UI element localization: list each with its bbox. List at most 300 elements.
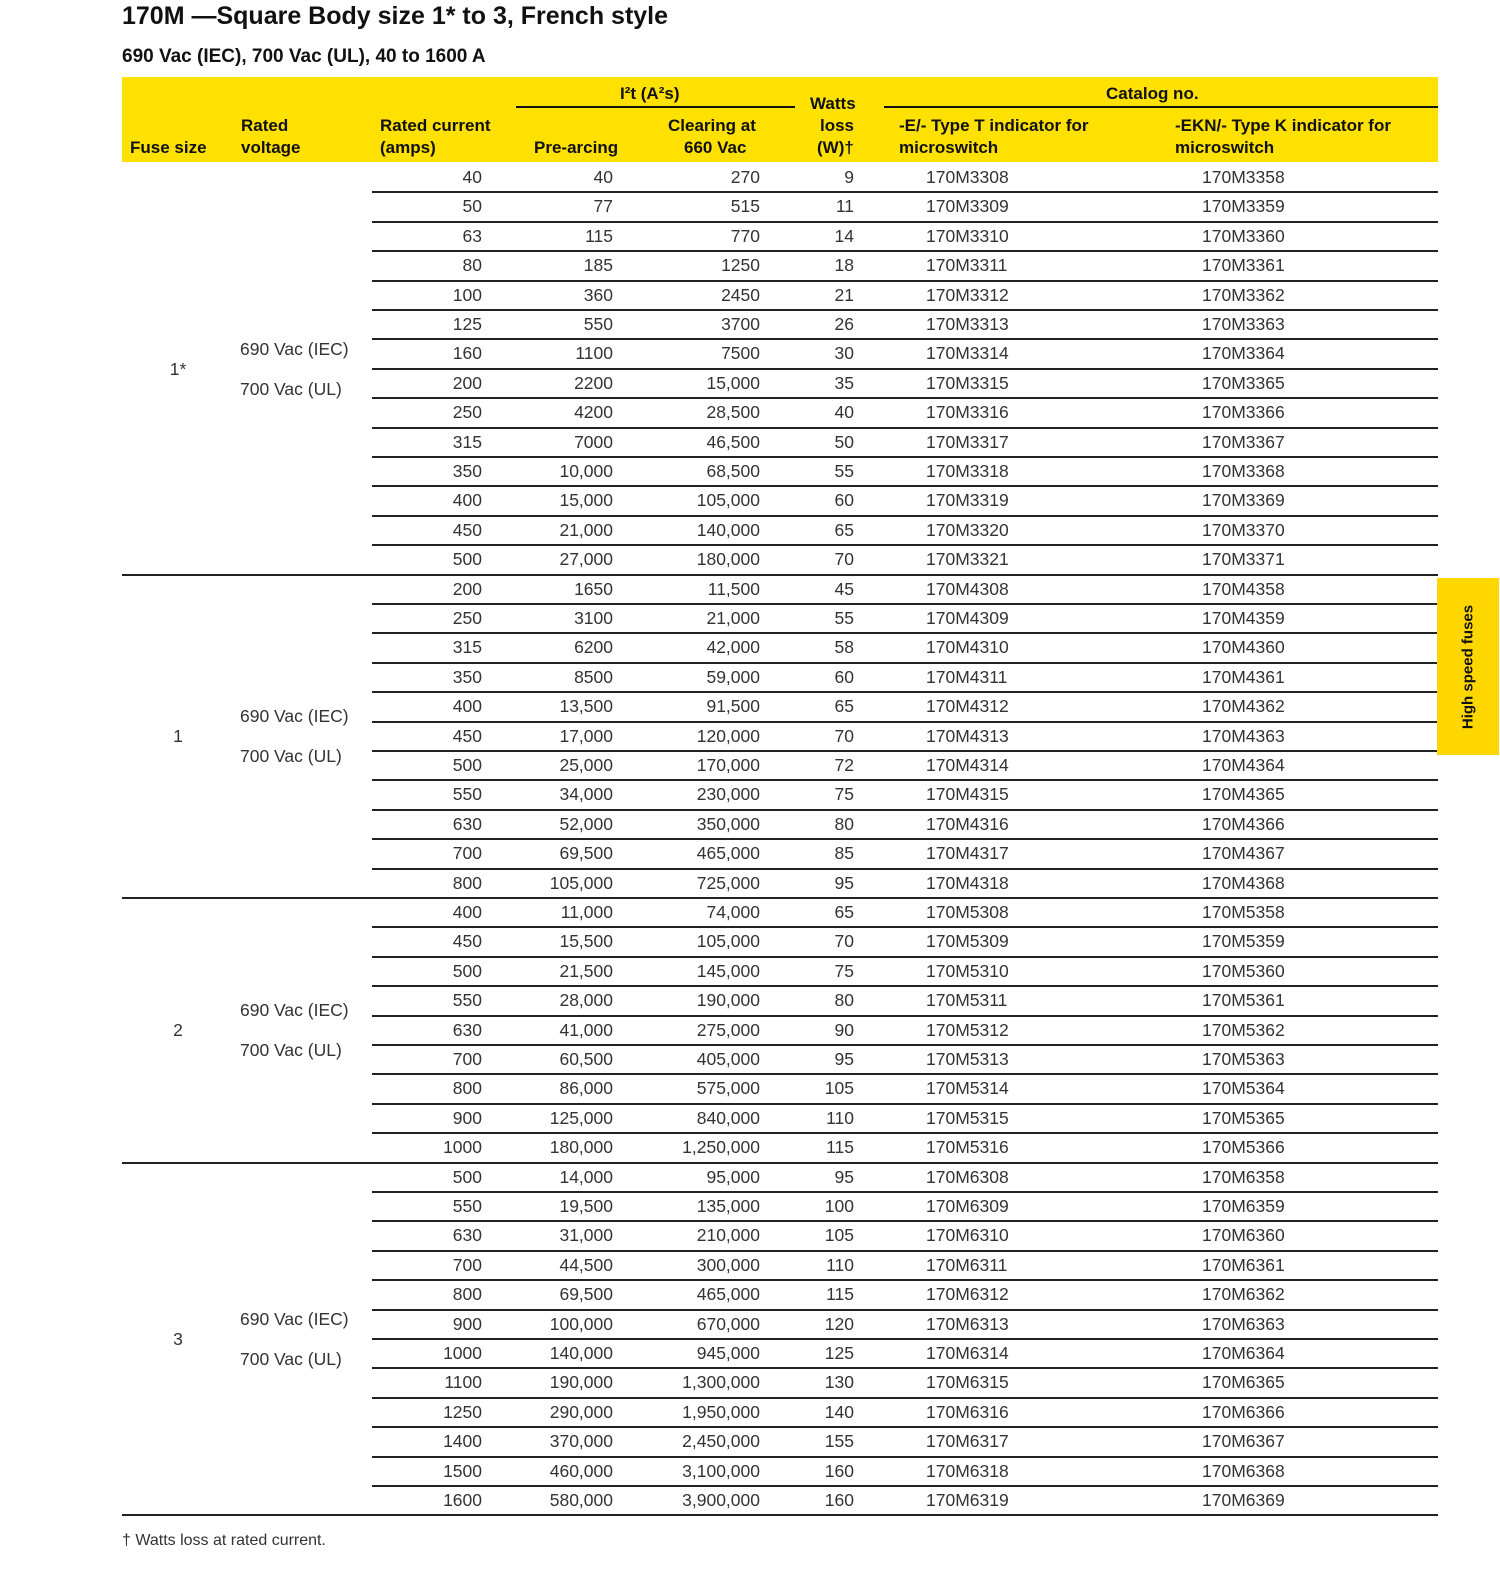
rated-voltage-ul: 700 Vac (UL) <box>240 1349 342 1369</box>
table-row <box>372 1427 1438 1456</box>
cell-pre-arcing: 41,000 <box>559 1019 613 1040</box>
table-row <box>372 457 1438 486</box>
fuse-size-label: 3 <box>173 1329 183 1349</box>
cell-watts-loss: 26 <box>834 314 854 334</box>
table-row <box>372 633 1438 662</box>
table-row <box>372 310 1438 339</box>
cell-catalog-type-k: 170M4368 <box>1202 872 1285 893</box>
cell-catalog-type-t: 170M4311 <box>926 666 1008 687</box>
cell-catalog-type-t: 170M5312 <box>926 1019 1009 1040</box>
cell-watts-loss: 80 <box>834 813 854 834</box>
cell-rated-current: 40 <box>462 167 482 187</box>
cell-catalog-type-t: 170M4317 <box>926 843 1009 864</box>
cell-rated-current: 450 <box>452 725 482 746</box>
cell-catalog-type-t: 170M4314 <box>926 755 1009 775</box>
cell-watts-loss: 60 <box>834 666 854 687</box>
section-tab-label: High speed fuses <box>1459 604 1477 729</box>
cell-clearing: 91,500 <box>706 696 760 717</box>
cell-catalog-type-t: 170M5309 <box>926 931 1009 952</box>
cell-clearing: 11,500 <box>707 578 760 599</box>
cell-catalog-type-k: 170M3364 <box>1202 343 1285 364</box>
header-type-k-2: microswitch <box>1175 138 1275 157</box>
cell-catalog-type-k: 170M5366 <box>1202 1137 1285 1158</box>
cell-catalog-type-t: 170M3312 <box>926 284 1009 305</box>
table-row <box>372 1045 1438 1074</box>
cell-rated-current: 500 <box>452 755 482 775</box>
table-row <box>372 1163 1438 1192</box>
rated-voltage-iec: 690 Vac (IEC) <box>240 1000 349 1021</box>
cell-rated-current: 550 <box>452 784 482 805</box>
cell-pre-arcing: 31,000 <box>559 1225 613 1246</box>
cell-pre-arcing: 4200 <box>574 402 613 423</box>
cell-catalog-type-t: 170M5314 <box>926 1078 1009 1099</box>
cell-watts-loss: 60 <box>834 490 854 511</box>
cell-rated-current: 350 <box>452 461 482 481</box>
cell-pre-arcing: 3100 <box>574 608 613 628</box>
cell-catalog-type-k: 170M6362 <box>1202 1284 1285 1305</box>
cell-catalog-type-k: 170M4363 <box>1202 725 1285 746</box>
cell-pre-arcing: 7000 <box>574 431 613 452</box>
rated-voltage-iec: 690 Vac (IEC) <box>240 706 349 727</box>
table-row <box>372 1368 1438 1397</box>
cell-catalog-type-t: 170M3314 <box>926 343 1009 364</box>
cell-catalog-type-k: 170M3368 <box>1202 461 1285 481</box>
cell-pre-arcing: 21,000 <box>559 519 613 540</box>
cell-watts-loss: 65 <box>834 902 854 922</box>
cell-watts-loss: 21 <box>834 284 854 305</box>
cell-rated-current: 125 <box>452 314 482 334</box>
cell-catalog-type-k: 170M4365 <box>1202 784 1285 805</box>
cell-clearing: 95,000 <box>706 1166 760 1187</box>
cell-catalog-type-k: 170M4364 <box>1202 755 1285 775</box>
cell-clearing: 770 <box>730 225 760 246</box>
cell-watts-loss: 50 <box>834 431 854 452</box>
cell-watts-loss: 65 <box>834 696 854 717</box>
cell-pre-arcing: 140,000 <box>549 1343 613 1363</box>
cell-clearing: 1,300,000 <box>682 1372 760 1393</box>
cell-rated-current: 630 <box>452 1225 482 1246</box>
cell-catalog-type-t: 170M5313 <box>926 1049 1009 1069</box>
cell-rated-current: 500 <box>452 549 482 570</box>
cell-clearing: 3,100,000 <box>682 1460 760 1481</box>
cell-catalog-type-k: 170M4360 <box>1202 637 1285 658</box>
cell-clearing: 15,000 <box>706 372 760 393</box>
cell-watts-loss: 105 <box>824 1225 854 1246</box>
cell-catalog-type-k: 170M6361 <box>1202 1254 1285 1275</box>
cell-catalog-type-t: 170M5308 <box>926 902 1009 922</box>
cell-catalog-type-t: 170M4310 <box>926 637 1009 658</box>
cell-pre-arcing: 10,000 <box>559 461 613 481</box>
cell-catalog-type-t: 170M3315 <box>926 372 1009 393</box>
header-catalog: Catalog no. <box>1106 84 1199 103</box>
cell-pre-arcing: 86,000 <box>559 1078 613 1099</box>
cell-watts-loss: 140 <box>824 1401 854 1422</box>
cell-clearing: 105,000 <box>696 490 760 511</box>
header-rated-current-1: Rated current <box>380 116 491 135</box>
cell-clearing: 1250 <box>721 255 760 276</box>
table-row <box>372 898 1438 927</box>
cell-clearing: 68,500 <box>706 461 760 481</box>
header-fuse-size: Fuse size <box>130 138 207 157</box>
cell-rated-current: 200 <box>452 372 482 393</box>
cell-pre-arcing: 1100 <box>575 343 613 364</box>
cell-catalog-type-t: 170M6315 <box>926 1372 1009 1393</box>
cell-pre-arcing: 28,000 <box>559 990 613 1011</box>
cell-watts-loss: 100 <box>824 1196 854 1216</box>
cell-clearing: 105,000 <box>696 931 760 952</box>
cell-catalog-type-k: 170M6360 <box>1202 1225 1285 1246</box>
cell-pre-arcing: 125,000 <box>549 1107 613 1128</box>
cell-watts-loss: 90 <box>834 1019 854 1040</box>
cell-watts-loss: 80 <box>834 990 854 1011</box>
cell-clearing: 120,000 <box>696 725 760 746</box>
cell-catalog-type-k: 170M4358 <box>1202 578 1285 599</box>
cell-clearing: 145,000 <box>696 960 760 981</box>
cell-clearing: 945,000 <box>696 1343 760 1363</box>
table-row <box>372 163 1438 192</box>
header-pre-arcing: Pre-arcing <box>534 138 619 157</box>
cell-catalog-type-t: 170M6309 <box>926 1196 1009 1216</box>
cell-catalog-type-k: 170M5362 <box>1202 1019 1285 1040</box>
rated-voltage-iec: 690 Vac (IEC) <box>240 1309 349 1329</box>
cell-pre-arcing: 370,000 <box>549 1431 613 1452</box>
cell-watts-loss: 55 <box>834 461 854 481</box>
cell-pre-arcing: 8500 <box>574 666 613 687</box>
table-row <box>372 575 1438 604</box>
header-watts-2: loss <box>820 116 855 135</box>
table-row <box>372 722 1438 751</box>
table-row <box>372 957 1438 986</box>
cell-clearing: 1,950,000 <box>682 1401 760 1422</box>
cell-clearing: 725,000 <box>696 872 760 893</box>
cell-rated-current: 50 <box>462 196 482 217</box>
cell-rated-current: 800 <box>452 872 482 893</box>
cell-watts-loss: 30 <box>834 343 854 364</box>
cell-clearing: 575,000 <box>696 1078 760 1099</box>
cell-clearing: 270 <box>730 167 760 187</box>
cell-watts-loss: 70 <box>834 549 854 570</box>
cell-rated-current: 100 <box>452 284 482 305</box>
cell-watts-loss: 40 <box>834 402 854 423</box>
cell-clearing: 3,900,000 <box>682 1490 760 1510</box>
table-row <box>372 251 1438 280</box>
fuse-size-label: 1 <box>173 726 183 747</box>
header-clearing-2: 660 Vac <box>684 138 747 157</box>
group-divider <box>122 1514 1438 1516</box>
cell-pre-arcing: 1650 <box>574 578 613 599</box>
cell-watts-loss: 95 <box>834 1049 854 1069</box>
table-row <box>372 1016 1438 1045</box>
cell-watts-loss: 115 <box>826 1137 854 1158</box>
cell-catalog-type-t: 170M6308 <box>926 1166 1009 1187</box>
cell-rated-current: 160 <box>452 343 482 364</box>
table-row <box>372 1251 1438 1280</box>
cell-rated-current: 315 <box>452 637 482 658</box>
cell-catalog-type-t: 170M6318 <box>926 1460 1009 1481</box>
cell-watts-loss: 155 <box>824 1431 854 1452</box>
table-row <box>372 486 1438 515</box>
cell-pre-arcing: 550 <box>583 314 613 334</box>
table-row <box>372 1280 1438 1309</box>
cell-pre-arcing: 60,500 <box>559 1049 613 1069</box>
cell-catalog-type-k: 170M5363 <box>1202 1049 1285 1069</box>
cell-clearing: 21,000 <box>706 608 760 628</box>
cell-watts-loss: 9 <box>844 167 854 187</box>
cell-pre-arcing: 40 <box>593 167 613 187</box>
cell-watts-loss: 110 <box>826 1107 854 1128</box>
cell-rated-current: 400 <box>452 902 482 922</box>
cell-pre-arcing: 580,000 <box>549 1490 613 1510</box>
cell-watts-loss: 160 <box>824 1460 854 1481</box>
cell-rated-current: 1400 <box>443 1431 482 1452</box>
cell-clearing: 350,000 <box>696 813 760 834</box>
cell-catalog-type-t: 170M3319 <box>926 490 1009 511</box>
cell-watts-loss: 55 <box>834 608 854 628</box>
cell-clearing: 2450 <box>721 284 760 305</box>
cell-catalog-type-t: 170M6317 <box>926 1431 1009 1452</box>
cell-catalog-type-t: 170M4318 <box>926 872 1009 893</box>
cell-clearing: 840,000 <box>696 1107 760 1128</box>
cell-watts-loss: 65 <box>834 519 854 540</box>
fuse-size-label: 2 <box>173 1020 183 1041</box>
cell-catalog-type-k: 170M4362 <box>1202 696 1285 717</box>
cell-clearing: 230,000 <box>696 784 760 805</box>
header-clearing-1: Clearing at <box>668 116 756 135</box>
table-row <box>372 222 1438 251</box>
cell-watts-loss: 125 <box>824 1343 854 1363</box>
cell-clearing: 300,000 <box>696 1254 760 1275</box>
cell-catalog-type-k: 170M3371 <box>1202 549 1285 570</box>
cell-catalog-type-t: 170M5310 <box>926 960 1009 981</box>
cell-rated-current: 315 <box>452 431 482 452</box>
cell-catalog-type-t: 170M4316 <box>926 813 1009 834</box>
cell-catalog-type-k: 170M5365 <box>1202 1107 1285 1128</box>
cell-watts-loss: 85 <box>834 843 854 864</box>
table-row <box>372 398 1438 427</box>
cell-watts-loss: 105 <box>824 1078 854 1099</box>
footnote: † Watts loss at rated current. <box>122 1532 326 1549</box>
cell-clearing: 74,000 <box>706 902 760 922</box>
table-row <box>372 1104 1438 1133</box>
cell-catalog-type-t: 170M3320 <box>926 519 1009 540</box>
cell-pre-arcing: 34,000 <box>559 784 613 805</box>
table-row <box>372 428 1438 457</box>
cell-pre-arcing: 2200 <box>574 372 613 393</box>
rated-voltage-ul: 700 Vac (UL) <box>240 378 342 399</box>
cell-clearing: 135,000 <box>696 1196 760 1216</box>
cell-rated-current: 800 <box>452 1078 482 1099</box>
table-row <box>372 1486 1438 1515</box>
cell-pre-arcing: 460,000 <box>549 1460 613 1481</box>
cell-watts-loss: 95 <box>834 1166 854 1187</box>
cell-pre-arcing: 21,500 <box>559 960 613 981</box>
cell-rated-current: 1100 <box>444 1372 482 1393</box>
cell-catalog-type-t: 170M4308 <box>926 578 1009 599</box>
cell-pre-arcing: 105,000 <box>549 872 613 893</box>
cell-catalog-type-t: 170M4315 <box>926 784 1009 805</box>
cell-clearing: 670,000 <box>696 1313 760 1334</box>
cell-pre-arcing: 13,500 <box>559 696 613 717</box>
cell-pre-arcing: 15,000 <box>559 490 613 511</box>
section-tab <box>1437 578 1499 755</box>
cell-clearing: 465,000 <box>696 1284 760 1305</box>
cell-rated-current: 450 <box>452 931 482 952</box>
cell-catalog-type-k: 170M3362 <box>1202 284 1285 305</box>
cell-clearing: 59,000 <box>706 666 760 687</box>
fuse-size-label: 1* <box>169 358 187 379</box>
cell-rated-current: 1600 <box>443 1490 482 1510</box>
cell-rated-current: 700 <box>452 1254 482 1275</box>
table-row <box>372 986 1438 1015</box>
cell-catalog-type-k: 170M4359 <box>1202 608 1285 628</box>
header-rated-voltage-2: voltage <box>241 138 301 157</box>
header-watts-3: (W)† <box>817 138 854 157</box>
cell-rated-current: 1000 <box>443 1343 482 1363</box>
cell-rated-current: 80 <box>462 255 482 276</box>
table-row <box>372 1310 1438 1339</box>
header-watts-1: Watts <box>810 94 856 113</box>
cell-pre-arcing: 14,000 <box>559 1166 613 1187</box>
cell-catalog-type-k: 170M6366 <box>1202 1401 1285 1422</box>
cell-catalog-type-t: 170M5311 <box>926 990 1008 1011</box>
cell-rated-current: 800 <box>452 1284 482 1305</box>
cell-catalog-type-t: 170M3321 <box>926 549 1009 570</box>
cell-rated-current: 250 <box>452 608 482 628</box>
table-row <box>372 927 1438 956</box>
cell-catalog-type-k: 170M3367 <box>1202 431 1285 452</box>
cell-watts-loss: 70 <box>834 725 854 746</box>
cell-pre-arcing: 69,500 <box>559 843 613 864</box>
cell-catalog-type-k: 170M6365 <box>1202 1372 1285 1393</box>
table-row <box>372 281 1438 310</box>
cell-catalog-type-k: 170M3358 <box>1202 167 1285 187</box>
cell-catalog-type-t: 170M3318 <box>926 461 1009 481</box>
cell-rated-current: 500 <box>452 960 482 981</box>
cell-catalog-type-k: 170M3370 <box>1202 519 1285 540</box>
cell-catalog-type-t: 170M6310 <box>926 1225 1009 1246</box>
cell-rated-current: 450 <box>452 519 482 540</box>
cell-catalog-type-k: 170M5359 <box>1202 931 1285 952</box>
cell-clearing: 515 <box>730 196 760 217</box>
cell-watts-loss: 70 <box>834 931 854 952</box>
cell-watts-loss: 75 <box>834 960 854 981</box>
table-row <box>372 604 1438 633</box>
cell-catalog-type-k: 170M5358 <box>1202 902 1285 922</box>
cell-watts-loss: 18 <box>834 255 854 276</box>
cell-catalog-type-k: 170M3359 <box>1202 196 1285 217</box>
table-row <box>372 1133 1438 1162</box>
cell-catalog-type-k: 170M5364 <box>1202 1078 1285 1099</box>
cell-catalog-type-k: 170M4361 <box>1202 666 1285 687</box>
cell-watts-loss: 160 <box>824 1490 854 1510</box>
cell-catalog-type-t: 170M3311 <box>926 255 1008 276</box>
table-row <box>372 839 1438 868</box>
cell-clearing: 28,500 <box>706 402 760 423</box>
cell-catalog-type-t: 170M3317 <box>926 431 1009 452</box>
cell-catalog-type-k: 170M5360 <box>1202 960 1285 981</box>
cell-clearing: 190,000 <box>696 990 760 1011</box>
cell-rated-current: 500 <box>452 1166 482 1187</box>
cell-catalog-type-k: 170M3369 <box>1202 490 1285 511</box>
cell-pre-arcing: 290,000 <box>549 1401 613 1422</box>
rated-voltage-ul: 700 Vac (UL) <box>240 1040 342 1061</box>
table-row <box>372 692 1438 721</box>
cell-rated-current: 350 <box>452 666 482 687</box>
cell-pre-arcing: 15,500 <box>559 931 613 952</box>
cell-catalog-type-t: 170M4309 <box>926 608 1009 628</box>
cell-clearing: 465,000 <box>696 843 760 864</box>
table-row <box>372 1457 1438 1486</box>
cell-clearing: 180,000 <box>696 549 760 570</box>
cell-rated-current: 63 <box>462 225 482 246</box>
header-type-t-2: microswitch <box>899 138 999 157</box>
cell-rated-current: 550 <box>452 990 482 1011</box>
cell-catalog-type-k: 170M6359 <box>1202 1196 1285 1216</box>
table-row <box>372 339 1438 368</box>
cell-watts-loss: 110 <box>826 1254 854 1275</box>
cell-clearing: 3700 <box>721 314 760 334</box>
cell-rated-current: 630 <box>452 813 482 834</box>
table-row <box>372 516 1438 545</box>
cell-catalog-type-t: 170M3316 <box>926 402 1009 423</box>
cell-catalog-type-k: 170M6368 <box>1202 1460 1285 1481</box>
cell-watts-loss: 120 <box>824 1313 854 1334</box>
cell-pre-arcing: 190,000 <box>549 1372 613 1393</box>
cell-pre-arcing: 19,500 <box>559 1196 613 1216</box>
page-title: 170M —Square Body size 1* to 3, French style <box>122 2 669 30</box>
cell-catalog-type-k: 170M4366 <box>1202 813 1285 834</box>
cell-watts-loss: 35 <box>834 372 854 393</box>
table-row <box>372 192 1438 221</box>
cell-pre-arcing: 25,000 <box>559 755 613 775</box>
table-row <box>372 780 1438 809</box>
header-type-t-1: -E/- Type T indicator for <box>899 116 1089 135</box>
cell-watts-loss: 58 <box>834 637 854 658</box>
table-row <box>372 751 1438 780</box>
cell-catalog-type-k: 170M3363 <box>1202 314 1285 334</box>
cell-catalog-type-t: 170M6316 <box>926 1401 1009 1422</box>
cell-pre-arcing: 6200 <box>574 637 613 658</box>
cell-clearing: 405,000 <box>696 1049 760 1069</box>
cell-pre-arcing: 52,000 <box>559 813 613 834</box>
cell-rated-current: 700 <box>452 1049 482 1069</box>
cell-catalog-type-t: 170M6311 <box>926 1254 1008 1275</box>
cell-watts-loss: 95 <box>834 872 854 893</box>
cell-clearing: 275,000 <box>696 1019 760 1040</box>
rated-voltage-iec: 690 Vac (IEC) <box>240 338 349 359</box>
cell-catalog-type-k: 170M4367 <box>1202 843 1285 864</box>
cell-rated-current: 400 <box>452 490 482 511</box>
cell-watts-loss: 45 <box>834 578 854 599</box>
cell-catalog-type-t: 170M3313 <box>926 314 1009 334</box>
cell-catalog-type-k: 170M3366 <box>1202 402 1285 423</box>
cell-clearing: 1,250,000 <box>682 1137 760 1158</box>
cell-catalog-type-k: 170M6369 <box>1202 1490 1285 1510</box>
cell-catalog-type-k: 170M6364 <box>1202 1343 1285 1363</box>
cell-rated-current: 400 <box>452 696 482 717</box>
cell-pre-arcing: 360 <box>583 284 613 305</box>
cell-clearing: 210,000 <box>696 1225 760 1246</box>
cell-rated-current: 630 <box>452 1019 482 1040</box>
table-row <box>372 1221 1438 1250</box>
cell-pre-arcing: 69,500 <box>559 1284 613 1305</box>
cell-clearing: 170,000 <box>696 755 760 775</box>
cell-catalog-type-t: 170M3308 <box>926 167 1009 187</box>
table-row <box>372 810 1438 839</box>
cell-catalog-type-k: 170M6367 <box>1202 1431 1285 1452</box>
cell-pre-arcing: 11,000 <box>560 902 613 922</box>
cell-catalog-type-t: 170M6313 <box>926 1313 1009 1334</box>
